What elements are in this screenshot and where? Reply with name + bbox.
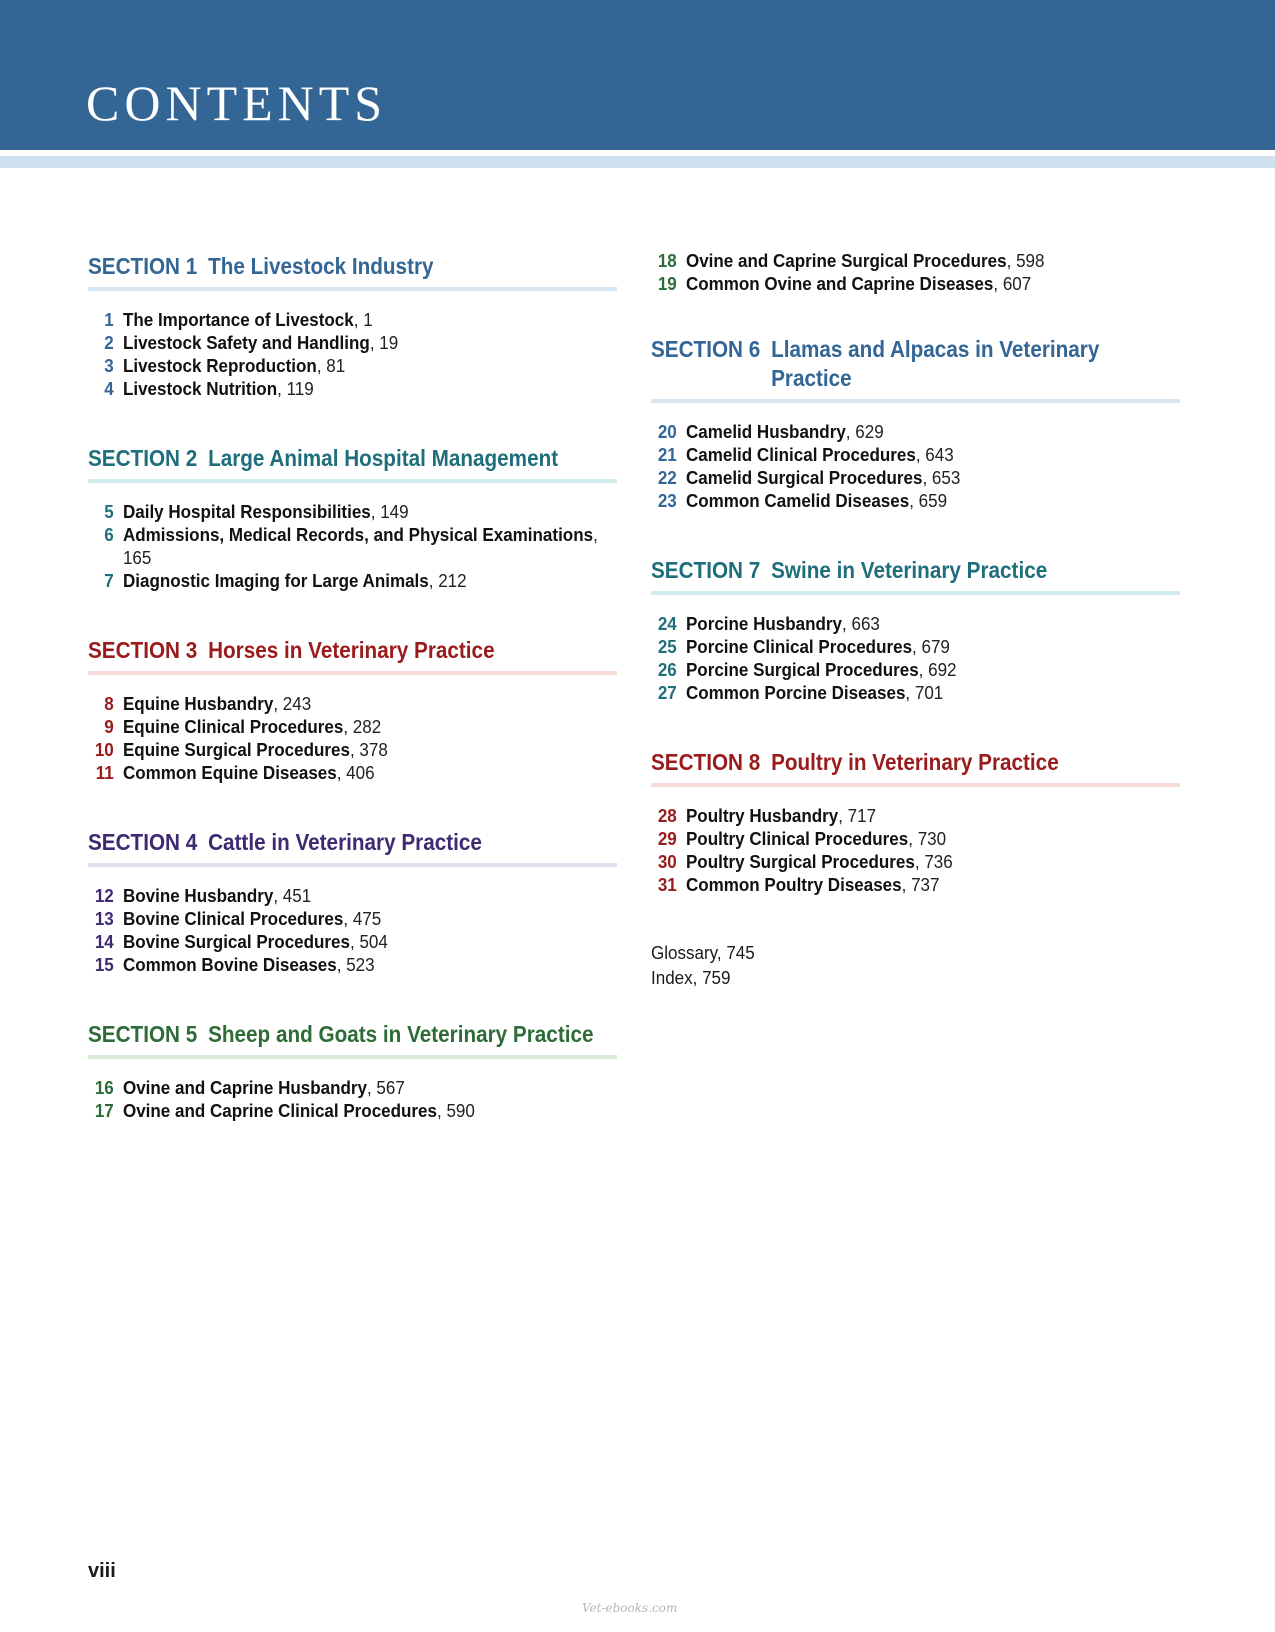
chapter-list [651, 804, 1181, 896]
page-title: CONTENTS [86, 75, 388, 131]
chapter-text [114, 761, 615, 784]
chapter-entry[interactable] [651, 489, 1178, 512]
chapter-text [677, 873, 1178, 896]
chapter-title: Livestock Safety and Handling [122, 332, 370, 353]
section-heading[interactable] [88, 444, 617, 483]
section-heading[interactable] [88, 636, 617, 675]
chapter-entry[interactable] [88, 1099, 615, 1122]
chapter-text [677, 612, 1178, 635]
section-label: SECTION 7 [651, 557, 761, 583]
chapter-text [677, 420, 1178, 443]
chapter-entry[interactable] [88, 761, 615, 784]
section-label: SECTION 4 [88, 829, 198, 855]
chapter-number: 7 [104, 570, 114, 591]
chapter-entry[interactable] [651, 658, 1178, 681]
chapter-entry[interactable] [651, 804, 1178, 827]
chapter-number: 16 [94, 1077, 114, 1098]
section-block [651, 748, 1181, 896]
toc-right-column [651, 249, 1181, 990]
watermark-logo: Vet-ebooks.com [582, 1601, 678, 1615]
section-name: Large Animal Hospital Management [208, 445, 559, 471]
chapter-number: 27 [657, 682, 677, 703]
chapter-title: Camelid Surgical Procedures [685, 467, 923, 488]
chapter-title: Admissions, Medical Records, and Physical Examinations [122, 524, 594, 545]
section-name: The Livestock Industry [208, 253, 434, 279]
chapter-title: Ovine and Caprine Husbandry [122, 1077, 367, 1098]
chapter-entry[interactable] [651, 635, 1178, 658]
chapter-list [651, 420, 1181, 512]
chapter-number: 30 [657, 851, 677, 872]
chapter-entry[interactable] [88, 930, 615, 953]
chapter-number: 19 [657, 273, 677, 294]
chapter-entry[interactable] [88, 1076, 615, 1099]
chapter-entry[interactable] [651, 681, 1178, 704]
chapter-number: 9 [104, 716, 114, 737]
chapter-page: , 629 [845, 421, 884, 442]
chapter-entry[interactable] [88, 715, 615, 738]
chapter-page: , 19 [369, 332, 399, 353]
chapter-list [88, 1076, 618, 1122]
chapter-title: Poultry Clinical Procedures [685, 828, 909, 849]
section-block [88, 444, 618, 592]
chapter-title: Poultry Husbandry [685, 805, 839, 826]
chapter-entry[interactable] [88, 738, 615, 761]
section-block [88, 252, 618, 400]
chapter-title: Common Poultry Diseases [685, 874, 902, 895]
chapter-page: , 282 [343, 716, 382, 737]
chapter-title: Livestock Reproduction [122, 355, 317, 376]
chapter-title: Common Equine Diseases [122, 762, 337, 783]
chapter-text [114, 715, 615, 738]
chapter-entry[interactable] [88, 377, 615, 400]
section-heading[interactable] [88, 828, 617, 867]
chapter-text [114, 354, 615, 377]
chapter-title: Bovine Clinical Procedures [122, 908, 344, 929]
section-name: Llamas and Alpacas in Veterinary Practice [771, 336, 1100, 391]
backmatter-entry[interactable]: Index, 759 [651, 967, 731, 988]
section-label: SECTION 5 [88, 1021, 198, 1047]
section-label: SECTION 6 [651, 336, 761, 362]
chapter-page: , 119 [277, 378, 314, 399]
chapter-number: 11 [95, 762, 114, 783]
chapter-text [114, 884, 615, 907]
chapter-number: 18 [657, 250, 677, 271]
chapter-number: 24 [657, 613, 677, 634]
chapter-page: , 504 [349, 931, 388, 952]
chapter-entry[interactable] [651, 420, 1178, 443]
chapter-entry[interactable] [651, 612, 1178, 635]
chapter-entry[interactable] [88, 953, 615, 976]
section-block [651, 335, 1181, 512]
chapter-text [114, 1076, 615, 1099]
chapter-title: Equine Clinical Procedures [122, 716, 344, 737]
chapter-title: Camelid Clinical Procedures [685, 444, 916, 465]
chapter-number: 10 [94, 739, 114, 760]
chapter-title: Common Porcine Diseases [685, 682, 906, 703]
chapter-title: Poultry Surgical Procedures [685, 851, 915, 872]
chapter-text [677, 249, 1178, 272]
chapter-text [677, 635, 1178, 658]
section-block [88, 636, 618, 784]
chapter-number: 31 [657, 874, 677, 895]
section-name: Horses in Veterinary Practice [208, 637, 495, 663]
chapter-title: Daily Hospital Responsibilities [122, 501, 371, 522]
chapter-number: 5 [104, 501, 114, 522]
chapter-page: , 643 [915, 444, 954, 465]
chapter-text [114, 308, 615, 331]
chapter-page: , 679 [912, 636, 950, 657]
chapter-page: , 567 [366, 1077, 405, 1098]
chapter-page: , 243 [273, 693, 312, 714]
chapter-number: 12 [94, 885, 114, 906]
chapter-list [88, 500, 618, 592]
chapter-text [677, 489, 1178, 512]
section-heading[interactable] [88, 252, 617, 291]
chapter-page: , 1 [353, 309, 373, 330]
chapter-entry[interactable] [88, 331, 615, 354]
chapter-text [114, 930, 615, 953]
chapter-number: 8 [104, 693, 114, 714]
section-heading[interactable] [651, 556, 1180, 595]
chapter-entry[interactable] [88, 907, 615, 930]
section-block [88, 1020, 618, 1122]
section-label: SECTION 8 [651, 749, 761, 775]
chapter-number: 17 [94, 1100, 114, 1121]
chapter-entry[interactable] [651, 466, 1178, 489]
chapter-number: 23 [657, 490, 677, 511]
chapter-title: Camelid Husbandry [685, 421, 846, 442]
section-heading[interactable] [88, 1020, 617, 1059]
chapter-page: , 590 [436, 1100, 475, 1121]
chapter-text [677, 466, 1178, 489]
chapter-page: , 81 [316, 355, 346, 376]
chapter-entry[interactable] [88, 500, 615, 523]
chapter-title: Common Camelid Diseases [685, 490, 910, 511]
chapter-number: 20 [657, 421, 677, 442]
chapter-page: , 692 [918, 659, 957, 680]
chapter-number: 28 [657, 805, 677, 826]
chapter-page: , 378 [349, 739, 388, 760]
section-label: SECTION 1 [88, 253, 198, 279]
chapter-entry[interactable] [651, 443, 1178, 466]
chapter-page: , 736 [914, 851, 953, 872]
chapter-entry[interactable] [651, 873, 1178, 896]
section-block [88, 828, 618, 976]
chapter-page: , 663 [842, 613, 880, 634]
chapter-page: , 451 [273, 885, 312, 906]
chapter-list [88, 308, 618, 400]
chapter-entry[interactable] [88, 569, 615, 592]
chapter-title: Equine Surgical Procedures [122, 739, 350, 760]
chapter-title: Livestock Nutrition [122, 378, 278, 399]
chapter-page: , 406 [336, 762, 375, 783]
chapter-page: , 475 [343, 908, 382, 929]
chapter-number: 15 [94, 954, 114, 975]
section-name: Sheep and Goats in Veterinary Practice [208, 1021, 594, 1047]
chapter-page: , 737 [901, 874, 940, 895]
backmatter-entry[interactable]: Glossary, 745 [651, 942, 755, 963]
section-label: SECTION 3 [88, 637, 198, 663]
chapter-number: 6 [104, 524, 114, 545]
chapter-page: , 717 [838, 805, 877, 826]
chapter-text [677, 827, 1178, 850]
chapter-number: 2 [104, 332, 114, 353]
section-heading[interactable] [651, 748, 1180, 787]
chapter-title: Diagnostic Imaging for Large Animals [122, 570, 429, 591]
chapter-number: 4 [104, 378, 114, 399]
chapter-entry[interactable] [88, 308, 615, 331]
chapter-number: 3 [104, 355, 114, 376]
chapter-page: , 212 [428, 570, 467, 591]
chapter-entry[interactable] [88, 692, 615, 715]
chapter-entry[interactable] [651, 272, 1178, 295]
section-5-continued [651, 249, 1181, 295]
chapter-list [651, 612, 1181, 704]
backmatter-list [651, 940, 1139, 990]
chapter-text [677, 658, 1178, 681]
chapter-title: Bovine Husbandry [122, 885, 274, 906]
chapter-entry[interactable] [88, 354, 615, 377]
chapter-text [677, 443, 1178, 466]
chapter-page: , 653 [922, 467, 961, 488]
chapter-title: Porcine Husbandry [685, 613, 843, 634]
chapter-text [114, 331, 615, 354]
toc-left-column [88, 252, 618, 1166]
chapter-page: , 598 [1006, 250, 1045, 271]
chapter-number: 22 [657, 467, 677, 488]
chapter-title: Common Ovine and Caprine Diseases [685, 273, 994, 294]
chapter-text [677, 272, 1178, 295]
section-label: SECTION 2 [88, 445, 198, 471]
chapter-page: , 165 [122, 524, 598, 568]
chapter-title: The Importance of Livestock [122, 309, 354, 330]
page-number: viii [88, 1560, 116, 1582]
chapter-entry[interactable] [88, 523, 615, 569]
chapter-page: , 607 [993, 273, 1032, 294]
chapter-text [114, 738, 615, 761]
chapter-entry[interactable] [651, 827, 1178, 850]
chapter-text [677, 804, 1178, 827]
chapter-text [114, 1099, 615, 1122]
chapter-number: 26 [657, 659, 677, 680]
chapter-text [114, 523, 615, 569]
chapter-page: , 149 [370, 501, 409, 522]
section-name: Swine in Veterinary Practice [771, 557, 1048, 583]
chapter-entry[interactable] [88, 884, 615, 907]
section-name: Poultry in Veterinary Practice [771, 749, 1059, 775]
chapter-text [677, 850, 1178, 873]
chapter-title: Equine Husbandry [122, 693, 274, 714]
section-heading[interactable] [651, 335, 1180, 403]
chapter-list [88, 884, 618, 976]
chapter-list [88, 692, 618, 784]
chapter-entry[interactable] [651, 249, 1178, 272]
chapter-title: Bovine Surgical Procedures [122, 931, 350, 952]
chapter-number: 21 [657, 444, 677, 465]
chapter-number: 29 [657, 828, 677, 849]
section-name: Cattle in Veterinary Practice [208, 829, 482, 855]
chapter-text [677, 681, 1178, 704]
chapter-page: , 701 [905, 682, 944, 703]
chapter-text [114, 907, 615, 930]
chapter-page: , 659 [909, 490, 948, 511]
chapter-page: , 523 [336, 954, 375, 975]
chapter-number: 25 [657, 636, 677, 657]
chapter-text [114, 953, 615, 976]
chapter-title: Ovine and Caprine Surgical Procedures [685, 250, 1007, 271]
chapter-text [114, 569, 615, 592]
chapter-number: 1 [104, 309, 114, 330]
chapter-text [114, 692, 615, 715]
chapter-title: Porcine Clinical Procedures [685, 636, 913, 657]
chapter-title: Porcine Surgical Procedures [685, 659, 919, 680]
chapter-title: Common Bovine Diseases [122, 954, 337, 975]
chapter-text [114, 500, 615, 523]
chapter-entry[interactable] [651, 850, 1178, 873]
chapter-title: Ovine and Caprine Clinical Procedures [122, 1100, 437, 1121]
banner-accent-strip [0, 156, 1275, 168]
section-block [651, 556, 1181, 704]
chapter-number: 13 [94, 908, 114, 929]
chapter-page: , 730 [908, 828, 947, 849]
chapter-number: 14 [94, 931, 114, 952]
chapter-text [114, 377, 615, 400]
